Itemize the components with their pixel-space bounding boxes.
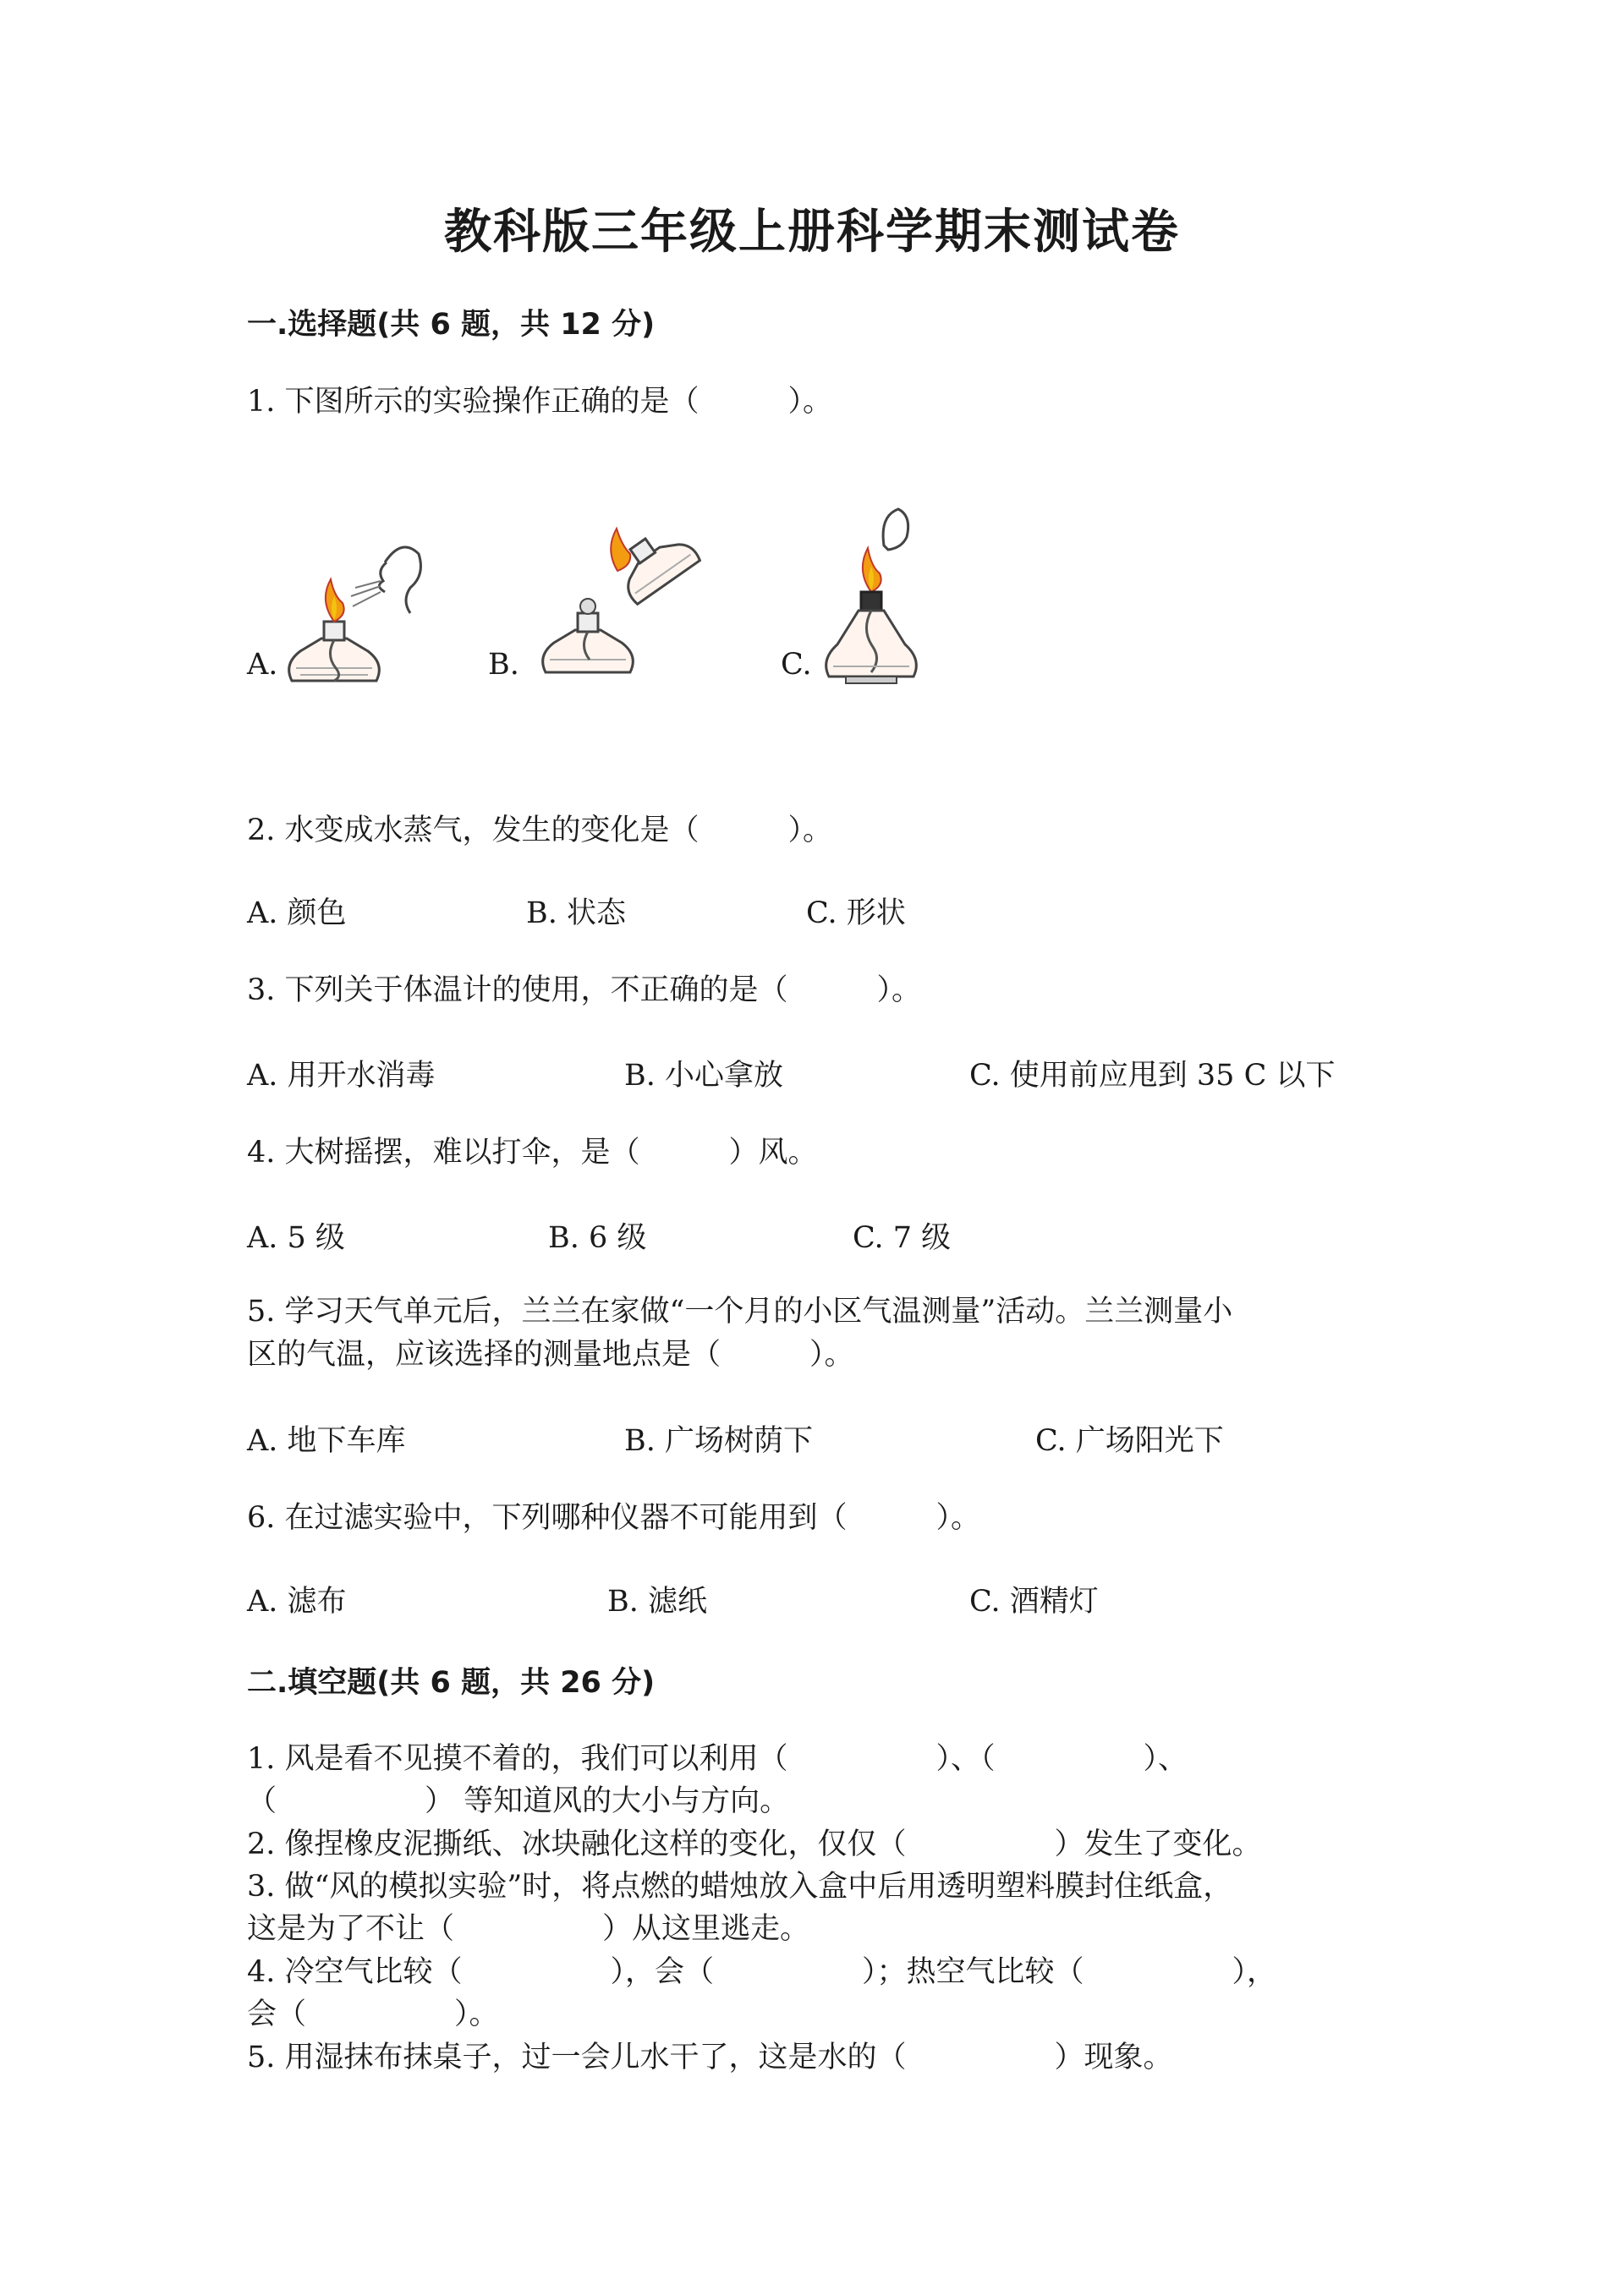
- alcohol-lamp-blowing-icon: [275, 512, 427, 698]
- section-heading-choice: 一.选择题(共 6 题，共 12 分): [247, 308, 656, 342]
- q4-option-c: C. 7 级: [853, 1221, 952, 1255]
- q3-option-c: C. 使用前应甩到 35 C 以下: [969, 1059, 1336, 1093]
- fill-line-1: 1. 风是看不见摸不着的，我们可以利用（ ）、（ ）、: [247, 1742, 1188, 1776]
- fill-line-6: 4. 冷空气比较（ ），会（ ）；热空气比较（ ），: [247, 1955, 1277, 1989]
- question-5-line-1: 5. 学习天气单元后，兰兰在家做“一个月的小区气温测量”活动。兰兰测量小: [247, 1295, 1233, 1329]
- q2-option-a: A. 颜色: [247, 896, 347, 930]
- question-2: 2. 水变成水蒸气，发生的变化是（ ）。: [247, 814, 833, 847]
- q5-option-c: C. 广场阳光下: [1035, 1424, 1224, 1458]
- q3-option-b: B. 小心拿放: [624, 1059, 783, 1093]
- q1-option-b-label: B.: [488, 648, 519, 682]
- question-1: 1. 下图所示的实验操作正确的是（ ）。: [247, 385, 833, 419]
- question-5-line-2: 区的气温，应该选择的测量地点是（ ）。: [247, 1338, 854, 1372]
- q6-option-a: A. 滤布: [247, 1585, 347, 1619]
- q5-option-a: A. 地下车库: [247, 1424, 406, 1458]
- q6-option-c: C. 酒精灯: [969, 1585, 1099, 1619]
- q4-option-a: A. 5 级: [247, 1221, 345, 1255]
- fill-line-3: 2. 像捏橡皮泥撕纸、冰块融化这样的变化，仅仅（ ）发生了变化。: [247, 1827, 1262, 1861]
- question-4: 4. 大树摇摆，难以打伞，是（ ）风。: [247, 1136, 818, 1170]
- page-title: 教科版三年级上册科学期末测试卷: [444, 205, 1180, 260]
- q4-option-b: B. 6 级: [548, 1221, 647, 1255]
- q1-option-c-label: C.: [781, 648, 812, 682]
- fill-line-7: 会（ ）。: [247, 1997, 499, 2031]
- q6-option-b: B. 滤纸: [607, 1585, 707, 1619]
- q5-option-b: B. 广场树荫下: [624, 1424, 813, 1458]
- question-6: 6. 在过滤实验中，下列哪种仪器不可能用到（ ）。: [247, 1501, 981, 1535]
- q1-option-a-label: A.: [247, 648, 278, 682]
- fill-line-5: 这是为了不让（ ）从这里逃走。: [247, 1912, 810, 1946]
- q2-option-b: B. 状态: [526, 896, 626, 930]
- q2-option-c: C. 形状: [806, 896, 906, 930]
- fill-line-2: （ ） 等知道风的大小与方向。: [247, 1784, 790, 1818]
- question-3: 3. 下列关于体温计的使用，不正确的是（ ）。: [247, 973, 922, 1007]
- alcohol-lamp-lighting-from-lamp-icon: [529, 512, 706, 681]
- alcohol-lamp-capping-icon: [820, 499, 939, 693]
- section-heading-fill-in: 二.填空题(共 6 题，共 26 分): [247, 1666, 656, 1700]
- fill-line-8: 5. 用湿抹布抹桌子，过一会儿水干了，这是水的（ ）现象。: [247, 2041, 1173, 2074]
- q3-option-a: A. 用开水消毒: [247, 1059, 436, 1093]
- fill-line-4: 3. 做“风的模拟实验”时，将点燃的蜡烛放入盒中后用透明塑料膜封住纸盒，: [247, 1870, 1233, 1904]
